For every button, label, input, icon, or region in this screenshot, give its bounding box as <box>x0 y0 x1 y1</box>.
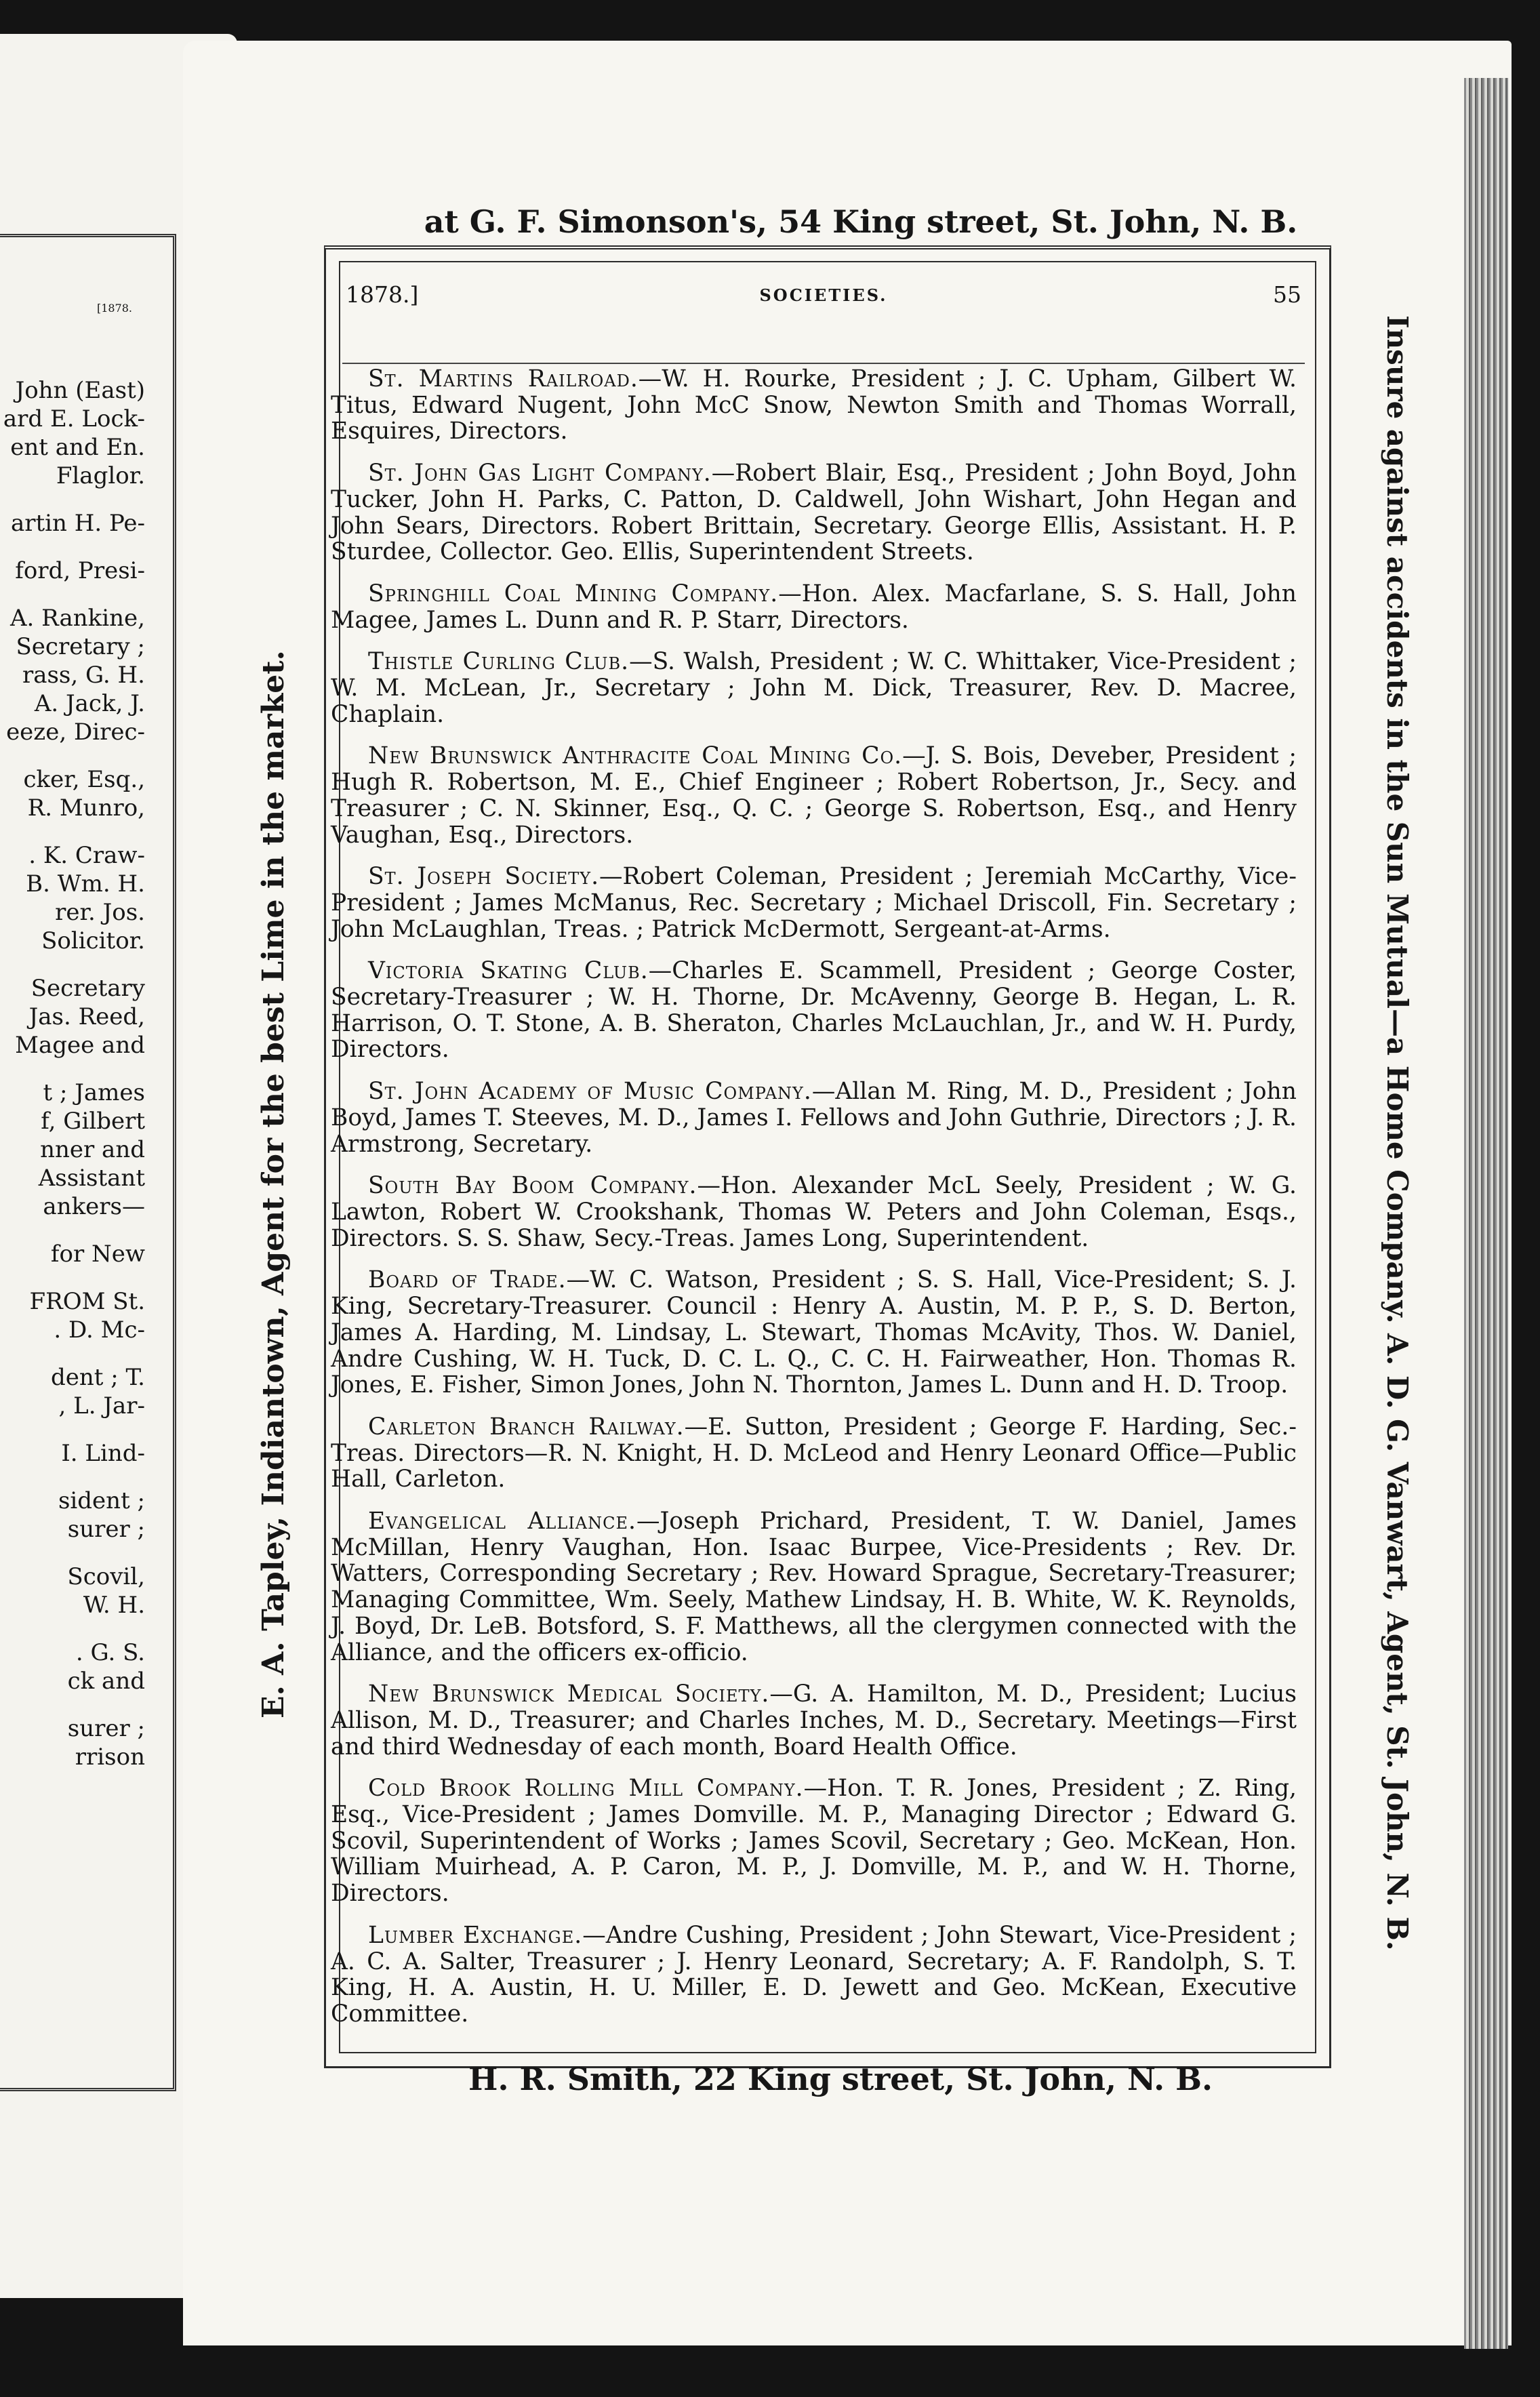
left-page-fragment: FROM St. <box>29 1288 145 1315</box>
society-name: St. John Academy of Music Company. <box>368 1078 812 1106</box>
society-entry <box>331 743 1297 848</box>
society-details: —E. Sutton, President ; George F. Harding, Sec.-Treas. Directors—R. N. Knight, H. D. McLeod and Henry Leonard Office—Public Hall, Carleton. <box>331 1413 1297 1493</box>
society-entry <box>331 460 1297 565</box>
left-page-fragment: Secretary <box>31 975 145 1002</box>
left-page-fragment: ankers— <box>43 1193 145 1220</box>
left-page-fragment: B. Wm. H. <box>26 870 145 898</box>
left-page-fragment: for New <box>50 1241 145 1268</box>
left-page-fragment: nner and <box>40 1136 145 1163</box>
left-page-fragment: R. Munro, <box>27 794 145 822</box>
society-details: —W. H. Rourke, President ; J. C. Upham, Gilbert W. Titus, Edward Nugent, John McC Snow, Newton Smith and Thomas Worrall, Esquires, Directors. <box>331 365 1297 445</box>
left-page-fragment: surer ; <box>67 1715 145 1742</box>
left-page-fragment: dent ; T. <box>50 1364 145 1391</box>
society-entry <box>331 366 1297 445</box>
left-page-gap <box>0 746 145 765</box>
society-entry <box>331 1079 1297 1157</box>
left-page-fragment: cker, Esq., <box>23 766 145 793</box>
society-details: —J. S. Bois, Deveber, President ; Hugh R. Robertson, M. E., Chief Engineer ; Robert Robertson, Jr., Secy. and Treasurer ; C. N. Skinner, Esq., Q. C. ; George S. Robertson, Esq., and Henry Vaughan, Esq., Directors. <box>331 742 1297 849</box>
left-page-gap <box>0 538 145 557</box>
society-entry <box>331 1173 1297 1251</box>
left-page-gap <box>0 1344 145 1363</box>
society-entry <box>331 1508 1297 1666</box>
society-details: —S. Walsh, President ; W. C. Whittaker, Vice-President ; W. M. McLean, Jr., Secretary ; John M. Dick, Treasurer, Rev. D. Macree, Chaplain. <box>331 648 1297 728</box>
society-entry <box>331 864 1297 942</box>
left-page-fragment: Jas. Reed, <box>28 1003 145 1030</box>
society-listings <box>331 366 1297 2043</box>
society-entry <box>331 958 1297 1063</box>
left-page-gap <box>0 1420 145 1439</box>
page-header <box>346 281 1301 322</box>
society-details: —Robert Blair, Esq., President ; John Boyd, John Tucker, John H. Parks, C. Patton, D. Caldwell, John Wishart, John Hegan and John Sears, Directors. Robert Brittain, Secretary. George Ellis, Assistant. H. P. Sturdee, Collector. Geo. Ellis, Superintendent Streets. <box>331 460 1297 566</box>
society-entry <box>331 581 1297 633</box>
header-title: SOCIETIES. <box>759 285 888 305</box>
society-name: Thistle Curling Club. <box>368 648 630 676</box>
left-page-fragment: surer ; <box>67 1516 145 1543</box>
society-name: New Brunswick Anthracite Coal Mining Co. <box>368 742 903 770</box>
society-name: Lumber Exchange. <box>368 1921 583 1949</box>
left-page-fragment: Scovil, <box>67 1563 145 1590</box>
society-entry <box>331 1681 1297 1760</box>
page-edge-stack <box>1464 78 1508 2349</box>
society-entry <box>331 1267 1297 1398</box>
society-details: —W. C. Watson, President ; S. S. Hall, Vice-President; S. J. King, Secretary-Treasurer. Council : Henry A. Austin, M. P. P., S. D. Berton, James A. Harding, M. Lindsay, L. Stewart, Thomas McAvity, Thos. W. Daniel, Andre Cushing, W. H. Tuck, D. C. L. Q., C. C. H. Fairweather, Hon. Thomas R. Jones, E. Fisher, Simon Jones, John N. Thornton, James L. Dunn and H. D. Troop. <box>331 1266 1297 1399</box>
left-page-fragment: Assistant <box>38 1165 145 1192</box>
left-page-fragment: eeze, Direc- <box>6 719 145 746</box>
left-page-fragment: A. Rankine, <box>9 605 145 632</box>
left-page-gap <box>0 1221 145 1240</box>
left-page-gap <box>0 1060 145 1079</box>
left-page-fragment: Magee and <box>15 1032 145 1059</box>
left-page-fragment: rass, G. H. <box>22 662 145 689</box>
society-name: St. Joseph Society. <box>368 863 600 891</box>
society-details: —Allan M. Ring, M. D., President ; John Boyd, James T. Steeves, M. D., James I. Fellows and John Guthrie, Directors ; J. R. Armstrong, Secretary. <box>331 1078 1297 1158</box>
left-page-fragment: ck and <box>67 1668 145 1695</box>
society-name: Victoria Skating Club. <box>368 957 649 985</box>
society-entry <box>331 1775 1297 1907</box>
society-details: —Robert Coleman, President ; Jeremiah McCarthy, Vice-President ; James McManus, Rec. Secretary ; Michael Driscoll, Fin. Secretary ; John McLaughlan, Treas. ; Patrick McDermott, Sergeant-at-Arms. <box>331 863 1297 943</box>
left-page-fragment: ard E. Lock- <box>3 405 145 432</box>
society-details: —G. A. Hamilton, M. D., President; Lucius Allison, M. D., Treasurer; and Charles Inches, M. D., Secretary. Meetings—First and third Wednesday of each month, Board Health Office. <box>331 1680 1297 1760</box>
society-name: Cold Brook Rolling Mill Company. <box>368 1775 804 1802</box>
society-name: St. John Gas Light Company. <box>368 460 712 487</box>
society-name: St. Martins Railroad. <box>368 365 639 392</box>
society-details: —Hon. Alexander McL Seely, President ; W. G. Lawton, Robert W. Crookshank, Thomas W. Peters and John Coleman, Esqs., Directors. S. S. Shaw, Secy.-Treas. James Long, Superintendent. <box>331 1172 1297 1252</box>
society-details: —Andre Cushing, President ; John Stewart, Vice-President ; A. C. A. Salter, Treasurer ; J. Henry Leonard, Secretary; A. F. Randolph, S. T. King, H. A. Austin, H. U. Miller, E. D. Jewett and Geo. McKean, Executive Committee. <box>331 1921 1297 2028</box>
header-year: 1878.] <box>346 281 419 308</box>
left-page-gap <box>0 1544 145 1563</box>
left-page-fragment: ent and En. <box>10 434 145 461</box>
left-page-frame <box>0 234 176 2091</box>
page-number: 55 <box>1273 281 1301 308</box>
left-page-fragment: John (East) <box>15 377 145 404</box>
society-entry <box>331 1922 1297 2028</box>
left-page-fragment: ford, Presi- <box>15 557 145 584</box>
society-details: —Hon. Alex. Macfarlane, S. S. Hall, John Magee, James L. Dunn and R. P. Starr, Directors. <box>331 580 1297 634</box>
top-advertisement: at G. F. Simonson's, 54 King street, St. John, N. B. <box>424 203 1298 240</box>
bottom-advertisement: H. R. Smith, 22 King street, St. John, N. B. <box>468 2061 1213 2097</box>
left-page-gap <box>0 1619 145 1638</box>
society-name: Evangelical Alliance. <box>368 1508 636 1535</box>
left-page-fragment: t ; James <box>43 1079 145 1106</box>
society-details: —Charles E. Scammell, President ; George Coster, Secretary-Treasurer ; W. H. Thorne, Dr. McAvenny, George B. Hegan, L. R. Harrison, O. T. Stone, A. B. Sheraton, Charles McLauchlan, Jr., and W. H. Purdy, Directors. <box>331 957 1297 1064</box>
society-name: Springhill Coal Mining Company. <box>368 580 779 607</box>
left-page-fragment: . K. Craw- <box>28 842 145 869</box>
left-page-text-fragments <box>0 237 149 2088</box>
left-page-fragment: I. Lind- <box>61 1440 145 1467</box>
left-page-gap <box>0 1268 145 1287</box>
left-page-gap <box>0 1695 145 1714</box>
left-page-fragment: , L. Jar- <box>58 1392 145 1419</box>
header-rule <box>342 363 1305 364</box>
society-entry <box>331 1414 1297 1493</box>
society-name: Carleton Branch Railway. <box>368 1413 685 1441</box>
left-page-fragment: rrison <box>75 1744 145 1771</box>
left-page-gap <box>0 822 145 841</box>
left-margin-advertisement: E. A. Tapley, Indiantown, Agent for the best Lime in the market. <box>256 650 291 1718</box>
left-page-fragment: Flaglor. <box>56 462 145 489</box>
left-page-fragment: rer. Jos. <box>55 899 145 926</box>
society-entry <box>331 649 1297 727</box>
left-page-gap <box>0 490 145 509</box>
left-page-year: [1878. <box>96 302 132 315</box>
left-page-gap <box>0 955 145 974</box>
left-page-fragment: A. Jack, J. <box>34 690 145 717</box>
left-page-fragment: . D. Mc- <box>54 1316 145 1344</box>
left-page-fragment: . G. S. <box>75 1639 145 1666</box>
society-name: South Bay Boom Company. <box>368 1172 697 1200</box>
left-page-gap <box>0 585 145 604</box>
left-page-gap <box>0 1468 145 1487</box>
left-page-fragment: W. H. <box>83 1592 145 1619</box>
left-page-fragment: Solicitor. <box>41 927 145 954</box>
society-name: Board of Trade. <box>368 1266 567 1294</box>
society-details: —Joseph Prichard, President, T. W. Daniel, James McMillan, Henry Vaughan, Hon. Isaac Burpee, Vice-Presidents ; Rev. Dr. Watters, Corresponding Secretary ; Rev. Howard Sprague, Secretary-Treasurer; Managing Committee, Wm. Seely, Mathew Lindsay, H. B. White, W. K. Reynolds, J. Boyd, Dr. LeB. Botsford, S. F. Matthews, all the clergymen connected with the Alliance, and the officers ex-officio. <box>331 1508 1297 1666</box>
society-name: New Brunswick Medical Society. <box>368 1680 770 1708</box>
left-page-fragment: f, Gilbert <box>41 1108 145 1135</box>
left-page-fragment: artin H. Pe- <box>11 510 145 537</box>
right-margin-advertisement: Insure against accidents in the Sun Mutual—a Home Company. A. D. G. Vanwart, Agent, St. John, N. B. <box>1381 315 1414 1951</box>
society-details: —Hon. T. R. Jones, President ; Z. Ring, Esq., Vice-President ; James Domville. M. P., Managing Director ; Edward G. Scovil, Superintendent of Works ; James Scovil, Secretary ; Geo. McKean, Hon. William Muirhead, A. P. Caron, M. P., J. Domville, M. P., and W. H. Thorne, Directors. <box>331 1775 1297 1908</box>
left-page-fragment: Secretary ; <box>16 633 145 660</box>
left-page-fragment: sident ; <box>58 1487 145 1514</box>
